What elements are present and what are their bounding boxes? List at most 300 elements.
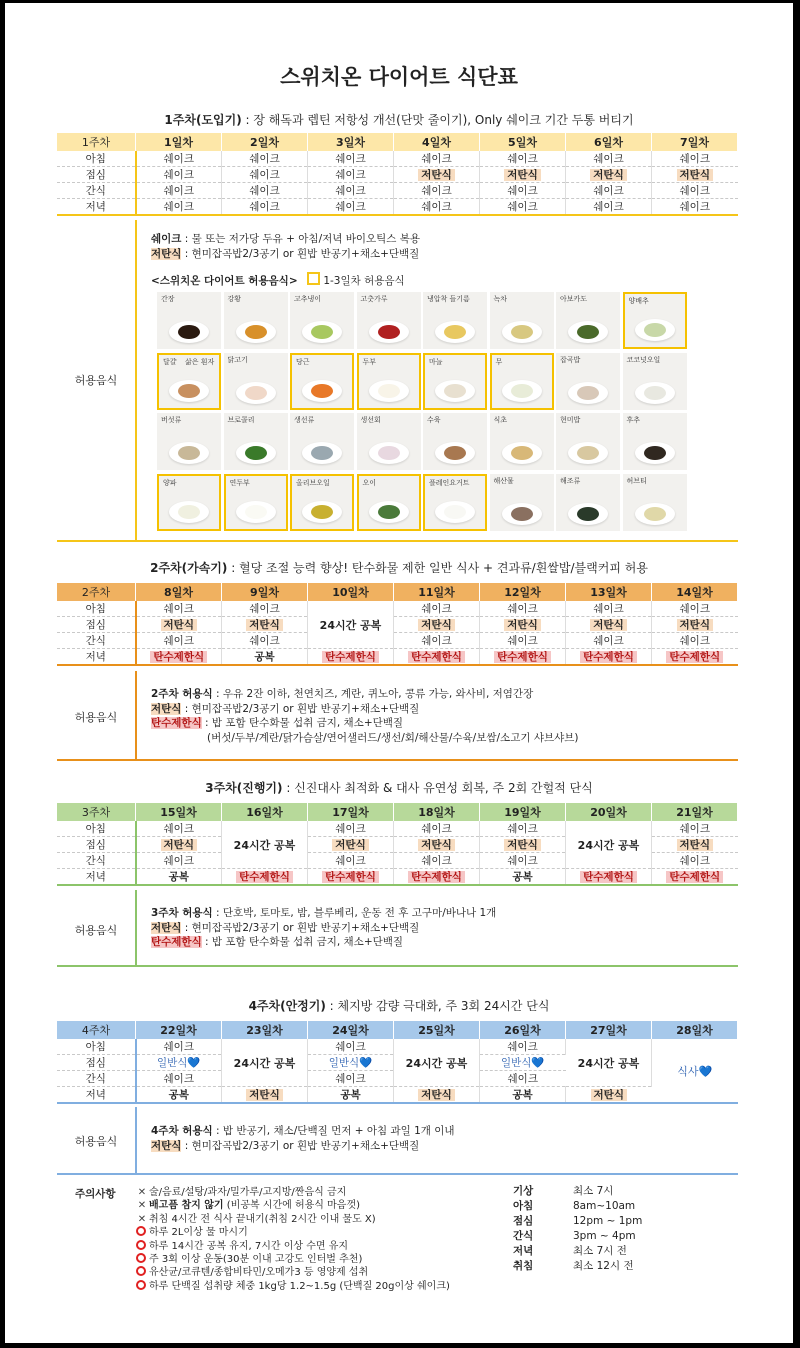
schedule-key: 취침 bbox=[513, 1260, 534, 1272]
food-name: 현미밥 bbox=[560, 416, 581, 424]
meal-cell-text: 쉐이크 bbox=[679, 635, 710, 647]
schedule-row bbox=[513, 1184, 642, 1199]
regular-meal-label: 일반식 bbox=[500, 1057, 532, 1069]
meal-cell bbox=[566, 1087, 652, 1104]
food-plate bbox=[435, 501, 475, 523]
meal-cell bbox=[566, 649, 652, 666]
week2-note: 2주차 허용식 : 우유 2잔 이하, 천연치즈, 계란, 퀴노아, 콩류 가능, 와사비, 저염간장 저탄식 : 현미잡곡밥2/3공기 or 흰밥 반공기+채소+단백질 탄수제한식 : 밥 포함 탄수화물 섭취 금지, 채소+단백질 (버섯/두부/계란/닭가슴살/연어샐러드/생선/회/해산물/수육/보쌈/소고기 샤브샤브) bbox=[151, 688, 579, 744]
food-name: 양파 bbox=[163, 478, 177, 487]
meal-schedule bbox=[513, 1184, 642, 1274]
allowed-label: 허용음식 bbox=[74, 711, 118, 724]
meal-cell bbox=[394, 199, 480, 216]
low-carb-badge: 저탄식 bbox=[332, 839, 368, 851]
meal-cell-text: 쉐이크 bbox=[163, 635, 194, 647]
meal-cell bbox=[308, 183, 394, 199]
food-tile bbox=[224, 474, 288, 531]
food-tile bbox=[623, 353, 687, 410]
food-plate bbox=[169, 380, 209, 402]
meal-cell-text: 쉐이크 bbox=[163, 855, 194, 867]
food-image bbox=[644, 507, 666, 521]
caution-text: 하루 단백질 섭취량 체중 1kg당 1.2~1.5g (단백질 20g이상 쉐이크) bbox=[149, 1280, 450, 1292]
food-image bbox=[511, 325, 533, 339]
meal-cell bbox=[480, 601, 566, 617]
food-name: 버섯류 bbox=[161, 416, 182, 424]
day-header: 2일차 bbox=[222, 133, 308, 151]
food-name: 올리브오일 bbox=[296, 478, 330, 487]
schedule-value: 최소 7시 bbox=[573, 1185, 614, 1197]
day-header: 22일차 bbox=[136, 1021, 222, 1039]
meal-cell bbox=[480, 633, 566, 649]
meal-cell-text: 쉐이크 bbox=[593, 153, 624, 165]
food-image bbox=[577, 507, 599, 521]
schedule-key: 기상 bbox=[513, 1185, 534, 1197]
food-image bbox=[378, 505, 400, 519]
food-image bbox=[378, 384, 400, 398]
meal-cell bbox=[308, 1087, 394, 1104]
food-tile bbox=[224, 292, 288, 349]
food-plate bbox=[635, 503, 675, 525]
caution-item bbox=[135, 1226, 450, 1239]
meal-cell bbox=[480, 1087, 566, 1104]
meal-cell bbox=[394, 853, 480, 869]
caution-item bbox=[135, 1213, 450, 1226]
low-carb-badge: 저탄식 bbox=[418, 169, 454, 181]
food-name: 생선류 bbox=[294, 416, 315, 424]
caution-bold: 배고픔 참지 않기 bbox=[149, 1200, 224, 1212]
week-corner-cell: 4주차 bbox=[57, 1021, 136, 1039]
day-header: 23일차 bbox=[222, 1021, 308, 1039]
meal-label: 아침 bbox=[57, 151, 136, 167]
meal-row bbox=[57, 199, 738, 216]
food-name: 마늘 bbox=[429, 357, 443, 366]
caution-text: (비공복 시간에 허용식 마음껏) bbox=[223, 1200, 361, 1212]
meal-cell bbox=[222, 167, 308, 183]
food-tile bbox=[490, 292, 554, 349]
meal-row bbox=[57, 617, 738, 633]
food-image bbox=[577, 325, 599, 339]
meal-row bbox=[57, 1039, 738, 1055]
table-header-row bbox=[57, 133, 738, 151]
meal-cell-text: 쉐이크 bbox=[507, 153, 538, 165]
day-header: 1일차 bbox=[136, 133, 222, 151]
allowed-label: 허용음식 bbox=[74, 924, 118, 937]
foods-title: <스위치온 다이어트 허용음식> 1-3일차 허용음식 bbox=[151, 272, 405, 289]
meal-cell bbox=[394, 617, 480, 633]
meal-cell bbox=[136, 1087, 222, 1104]
schedule-key: 간식 bbox=[513, 1230, 534, 1242]
week4-table bbox=[57, 1021, 738, 1104]
food-plate bbox=[169, 501, 209, 523]
food-plate bbox=[502, 321, 542, 343]
meal-cell bbox=[136, 617, 222, 633]
meal-cell bbox=[652, 151, 738, 167]
blue-heart-icon: 💙 bbox=[531, 1057, 545, 1069]
food-image bbox=[245, 386, 267, 400]
meal-cell bbox=[136, 1039, 222, 1055]
meal-cell bbox=[394, 869, 480, 886]
food-tile bbox=[357, 474, 421, 531]
low-carb-badge: 저탄식 bbox=[161, 839, 197, 851]
food-name: 간장 bbox=[161, 295, 175, 303]
food-plate bbox=[435, 380, 475, 402]
food-image bbox=[511, 446, 533, 460]
day-header: 18일차 bbox=[394, 803, 480, 821]
caution-text: 유산균/코큐텐/종합비타민/오메가3 등 영양제 섭취 bbox=[149, 1267, 369, 1279]
meal-cell bbox=[652, 199, 738, 216]
meal-cell-text: 쉐이크 bbox=[163, 1073, 194, 1085]
meal-cell bbox=[136, 869, 222, 886]
meal-cell-text: 쉐이크 bbox=[335, 201, 366, 213]
food-plate bbox=[568, 382, 608, 404]
carb-restricted-badge: 탄수제한식 bbox=[494, 651, 551, 663]
food-plate bbox=[369, 501, 409, 523]
food-plate bbox=[568, 321, 608, 343]
week-corner-cell: 1주차 bbox=[57, 133, 136, 151]
food-image bbox=[245, 325, 267, 339]
meal-cell bbox=[222, 617, 308, 633]
food-image bbox=[311, 384, 333, 398]
meal-cell bbox=[308, 1071, 394, 1087]
food-name: 두부 bbox=[362, 357, 377, 366]
food-image bbox=[245, 446, 267, 460]
food-tile bbox=[157, 292, 221, 349]
low-carb-badge: 저탄식 bbox=[677, 169, 713, 181]
food-name: 수육 bbox=[427, 416, 441, 424]
week-corner-cell: 2주차 bbox=[57, 583, 136, 601]
carb-restricted-badge: 탄수제한식 bbox=[408, 651, 465, 663]
meal-cell-text: 쉐이크 bbox=[249, 201, 280, 213]
week3-table bbox=[57, 803, 738, 886]
food-tile bbox=[157, 413, 221, 470]
food-tile bbox=[423, 474, 487, 531]
food-image bbox=[378, 325, 400, 339]
day-header: 19일차 bbox=[480, 803, 566, 821]
meal-cell bbox=[480, 167, 566, 183]
food-plate bbox=[568, 503, 608, 525]
day-header: 11일차 bbox=[394, 583, 480, 601]
low-carb-badge: 저탄식 bbox=[246, 1089, 282, 1101]
schedule-value: 3pm ~ 4pm bbox=[573, 1230, 636, 1242]
caution-text: 술/음료/설탕/과자/밀가루/고지방/짠음식 금지 bbox=[149, 1187, 347, 1198]
week3-heading: 3주차(진행기) : 신진대사 최적화 & 대사 유연성 회복, 주 2회 간헐적 단식 bbox=[205, 781, 593, 795]
meal-cell-text: 쉐이크 bbox=[421, 823, 452, 835]
meal-cell bbox=[222, 183, 308, 199]
caution-text: 하루 14시간 공복 유지, 7시간 이상 수면 유지 bbox=[149, 1240, 349, 1252]
week1-heading: 1주차(도입기) : 장 해독과 렙틴 저항성 개선(단맛 줄이기), Only 쉐이크 기간 두통 버티기 bbox=[164, 113, 634, 127]
free-meal-cell bbox=[652, 1039, 738, 1103]
circle-mark-icon bbox=[136, 1266, 146, 1276]
food-image bbox=[511, 507, 533, 521]
cautions-label: 주의사항 bbox=[75, 1188, 116, 1200]
meal-cell-text: 쉐이크 bbox=[679, 153, 710, 165]
meal-row bbox=[57, 633, 738, 649]
meal-cell bbox=[566, 183, 652, 199]
food-image bbox=[311, 325, 333, 339]
low-carb-badge: 저탄식 bbox=[677, 839, 713, 851]
meal-row bbox=[57, 167, 738, 183]
meal-cell-text: 쉐이크 bbox=[593, 603, 624, 615]
meal-cell bbox=[136, 151, 222, 167]
meal-cell bbox=[136, 1071, 222, 1087]
low-carb-badge: 저탄식 bbox=[590, 169, 626, 181]
low-carb-badge: 저탄식 bbox=[504, 619, 540, 631]
carb-restricted-badge: 탄수제한식 bbox=[666, 651, 723, 663]
meal-row bbox=[57, 649, 738, 666]
meal-cell bbox=[394, 183, 480, 199]
low-carb-badge: 저탄식 bbox=[591, 1089, 627, 1101]
meal-cell-text: 쉐이크 bbox=[163, 169, 194, 181]
caution-item bbox=[135, 1253, 450, 1266]
food-name: 강황 bbox=[227, 295, 242, 303]
meal-cell-text: 쉐이크 bbox=[335, 823, 366, 835]
meal-cell-text: 쉐이크 bbox=[593, 635, 624, 647]
meal-cell-text: 쉐이크 bbox=[507, 1041, 538, 1053]
schedule-value: 12pm ~ 1pm bbox=[573, 1215, 643, 1227]
meal-cell bbox=[652, 853, 738, 869]
food-name: 고춧가루 bbox=[360, 295, 388, 303]
meal-cell bbox=[222, 633, 308, 649]
meal-cell bbox=[480, 1071, 566, 1087]
food-image bbox=[511, 384, 533, 398]
food-name: 녹차 bbox=[493, 295, 508, 303]
food-plate bbox=[236, 382, 276, 404]
food-image bbox=[178, 446, 200, 460]
meal-cell bbox=[136, 837, 222, 853]
food-plate bbox=[369, 442, 409, 464]
meal-cell-text: 쉐이크 bbox=[679, 855, 710, 867]
meal-label: 아침 bbox=[57, 821, 136, 837]
meal-cell-text: 쉐이크 bbox=[249, 635, 280, 647]
fasting-24h-cell: 24시간 공복 bbox=[222, 1039, 308, 1087]
week4-heading: 4주차(안정기) : 체지방 감량 극대화, 주 3회 24시간 단식 bbox=[248, 999, 550, 1013]
meal-cell bbox=[222, 199, 308, 216]
meal-cell-text: 쉐이크 bbox=[335, 185, 366, 197]
meal-cell bbox=[394, 821, 480, 837]
meal-cell-text: 쉐이크 bbox=[507, 201, 538, 213]
schedule-key: 아침 bbox=[513, 1200, 534, 1212]
food-tile bbox=[224, 413, 288, 470]
meal-cell bbox=[394, 649, 480, 666]
week1-table bbox=[57, 133, 738, 216]
meal-cell bbox=[308, 1039, 394, 1055]
food-tile bbox=[290, 353, 354, 410]
day-header: 15일차 bbox=[136, 803, 222, 821]
food-tile bbox=[423, 292, 487, 349]
food-name: 연두부 bbox=[229, 478, 250, 487]
meal-cell-text: 쉐이크 bbox=[421, 635, 452, 647]
schedule-key: 저녁 bbox=[513, 1245, 534, 1257]
day-header: 24일차 bbox=[308, 1021, 394, 1039]
table-header-row bbox=[57, 803, 738, 821]
schedule-value: 최소 12시 전 bbox=[573, 1260, 634, 1272]
food-name: 후추 bbox=[626, 416, 641, 424]
meal-cell-text: 쉐이크 bbox=[163, 603, 194, 615]
schedule-key: 점심 bbox=[513, 1215, 534, 1227]
food-tile bbox=[357, 292, 421, 349]
food-tile bbox=[556, 474, 620, 531]
food-name: 브로콜리 bbox=[227, 416, 255, 424]
meal-label: 간식 bbox=[57, 633, 136, 649]
food-plate bbox=[502, 442, 542, 464]
meal-cell bbox=[652, 617, 738, 633]
free-meal-label: 식사 bbox=[677, 1064, 699, 1078]
meal-cell bbox=[394, 601, 480, 617]
carb-restricted-badge: 탄수제한식 bbox=[580, 871, 637, 883]
food-image bbox=[444, 505, 466, 519]
meal-cell bbox=[480, 1055, 566, 1071]
day-header: 12일차 bbox=[480, 583, 566, 601]
meal-cell bbox=[652, 183, 738, 199]
meal-row bbox=[57, 869, 738, 886]
meal-cell-text: 쉐이크 bbox=[421, 855, 452, 867]
food-plate bbox=[236, 321, 276, 343]
carb-restricted-badge: 탄수제한식 bbox=[236, 871, 293, 883]
schedule-row bbox=[513, 1214, 642, 1229]
blue-heart-icon: 💙 bbox=[698, 1064, 713, 1078]
food-name: 식초 bbox=[493, 416, 508, 424]
week4-note: 4주차 허용식 : 밥 반공기, 채소/단백질 먼저 + 아침 과일 1개 이내 저탄식 : 현미잡곡밥2/3공기 or 흰밥 반공기+채소+단백질 bbox=[151, 1125, 455, 1152]
meal-cell bbox=[652, 649, 738, 666]
diet-plan-page bbox=[5, 3, 793, 1343]
food-tile bbox=[357, 353, 421, 410]
meal-label: 간식 bbox=[57, 853, 136, 869]
low-carb-badge: 저탄식 bbox=[246, 619, 282, 631]
meal-cell-text: 쉐이크 bbox=[507, 635, 538, 647]
meal-cell bbox=[136, 649, 222, 666]
food-image bbox=[577, 446, 599, 460]
meal-cell bbox=[652, 869, 738, 886]
food-name: 달걀 bbox=[163, 357, 177, 366]
day-header: 17일차 bbox=[308, 803, 394, 821]
meal-cell bbox=[394, 837, 480, 853]
food-name: 오이 bbox=[362, 478, 377, 487]
week2-heading: 2주차(가속기) : 혈당 조절 능력 향상! 탄수화물 제한 일반 식사 + 견과류/흰쌀밥/블랙커피 허용 bbox=[150, 561, 648, 575]
meal-cell-text: 쉐이크 bbox=[421, 603, 452, 615]
food-plate bbox=[169, 321, 209, 343]
food-tile bbox=[224, 353, 288, 410]
low-carb-badge: 저탄식 bbox=[418, 619, 454, 631]
meal-cell bbox=[480, 853, 566, 869]
low-carb-badge: 저탄식 bbox=[418, 839, 454, 851]
meal-cell bbox=[480, 1039, 566, 1055]
day-header: 25일차 bbox=[394, 1021, 480, 1039]
food-image bbox=[311, 446, 333, 460]
day-header: 16일차 bbox=[222, 803, 308, 821]
meal-label: 점심 bbox=[57, 617, 136, 633]
caution-item bbox=[135, 1186, 450, 1199]
meal-cell-text: 쉐이크 bbox=[163, 1041, 194, 1053]
meal-cell bbox=[480, 821, 566, 837]
food-image bbox=[644, 446, 666, 460]
caution-item bbox=[135, 1266, 450, 1279]
meal-label: 간식 bbox=[57, 1071, 136, 1087]
meal-cell-text: 쉐이크 bbox=[249, 185, 280, 197]
meal-cell-text: 쉐이크 bbox=[679, 201, 710, 213]
food-plate bbox=[302, 442, 342, 464]
meal-cell bbox=[480, 837, 566, 853]
meal-label: 점심 bbox=[57, 837, 136, 853]
blue-heart-icon: 💙 bbox=[187, 1057, 201, 1069]
meal-cell bbox=[308, 649, 394, 666]
food-name: 무 bbox=[495, 357, 503, 366]
day-header: 10일차 bbox=[308, 583, 394, 601]
food-plate bbox=[635, 382, 675, 404]
week3-note: 3주차 허용식 : 단호박, 토마토, 밤, 블루베리, 운동 전 후 고구마/바나나 1개 저탄식 : 현미잡곡밥2/3공기 or 흰밥 반공기+채소+단백질 탄수제한식 : 밥 포함 탄수화물 섭취 금지, 채소+단백질 bbox=[151, 907, 497, 948]
fasting-label: 공복 bbox=[254, 651, 275, 663]
fasting-label: 공복 bbox=[512, 871, 533, 883]
meal-cell-text: 쉐이크 bbox=[421, 201, 452, 213]
meal-cell-text: 쉐이크 bbox=[335, 153, 366, 165]
meal-cell-text: 쉐이크 bbox=[249, 153, 280, 165]
meal-cell bbox=[136, 1055, 222, 1071]
meal-cell bbox=[222, 649, 308, 666]
meal-cell-text: 쉐이크 bbox=[421, 185, 452, 197]
meal-cell-text: 쉐이크 bbox=[335, 1041, 366, 1053]
food-tile bbox=[290, 292, 354, 349]
food-plate bbox=[568, 442, 608, 464]
food-image bbox=[644, 323, 666, 337]
food-tile bbox=[490, 413, 554, 470]
caution-item bbox=[135, 1199, 450, 1212]
allowed-label: 허용음식 bbox=[74, 374, 118, 387]
week1-note: 쉐이크 : 물 또는 저가당 두유 + 아침/저녁 바이오틱스 복용 저탄식 : 현미잡곡밥2/3공기 or 흰밥 반공기+채소+단백질 bbox=[151, 233, 421, 260]
food-tile bbox=[290, 474, 354, 531]
meal-cell-text: 쉐이크 bbox=[335, 855, 366, 867]
meal-label: 간식 bbox=[57, 183, 136, 199]
day-header: 4일차 bbox=[394, 133, 480, 151]
food-grid bbox=[157, 292, 717, 536]
meal-cell bbox=[652, 633, 738, 649]
food-tile bbox=[623, 413, 687, 470]
meal-cell bbox=[308, 151, 394, 167]
food-name: 코코넛오일 bbox=[626, 355, 661, 364]
low-carb-badge: 저탄식 bbox=[590, 619, 626, 631]
meal-cell bbox=[566, 601, 652, 617]
meal-cell bbox=[222, 1087, 308, 1104]
food-tile bbox=[490, 353, 554, 410]
day-header: 5일차 bbox=[480, 133, 566, 151]
food-name: 고추냉이 bbox=[294, 295, 322, 303]
week3-allowed-panel bbox=[57, 890, 738, 967]
regular-meal-label: 일반식 bbox=[328, 1057, 360, 1069]
food-plate bbox=[302, 501, 342, 523]
day-header: 14일차 bbox=[652, 583, 738, 601]
food-name: 해산물 bbox=[493, 476, 514, 485]
food-plate bbox=[236, 501, 276, 523]
meal-cell-text: 쉐이크 bbox=[507, 855, 538, 867]
food-plate bbox=[236, 442, 276, 464]
meal-cell bbox=[394, 1087, 480, 1104]
food-name: 생선회 bbox=[360, 416, 381, 424]
meal-cell bbox=[652, 167, 738, 183]
food-plate bbox=[302, 380, 342, 402]
day-header: 8일차 bbox=[136, 583, 222, 601]
food-name: 양배추 bbox=[628, 297, 649, 305]
meal-cell bbox=[308, 821, 394, 837]
meal-cell-text: 쉐이크 bbox=[507, 185, 538, 197]
meal-label: 저녁 bbox=[57, 1087, 136, 1104]
food-image bbox=[178, 505, 200, 519]
meal-label: 점심 bbox=[57, 167, 136, 183]
food-plate bbox=[502, 503, 542, 525]
food-plate bbox=[369, 380, 409, 402]
meal-cell bbox=[222, 151, 308, 167]
carb-restricted-badge: 탄수제한식 bbox=[408, 871, 465, 883]
low-carb-badge: 저탄식 bbox=[504, 169, 540, 181]
x-mark-icon: ✕ bbox=[137, 1200, 147, 1212]
week2-table bbox=[57, 583, 738, 666]
table-header-row bbox=[57, 583, 738, 601]
